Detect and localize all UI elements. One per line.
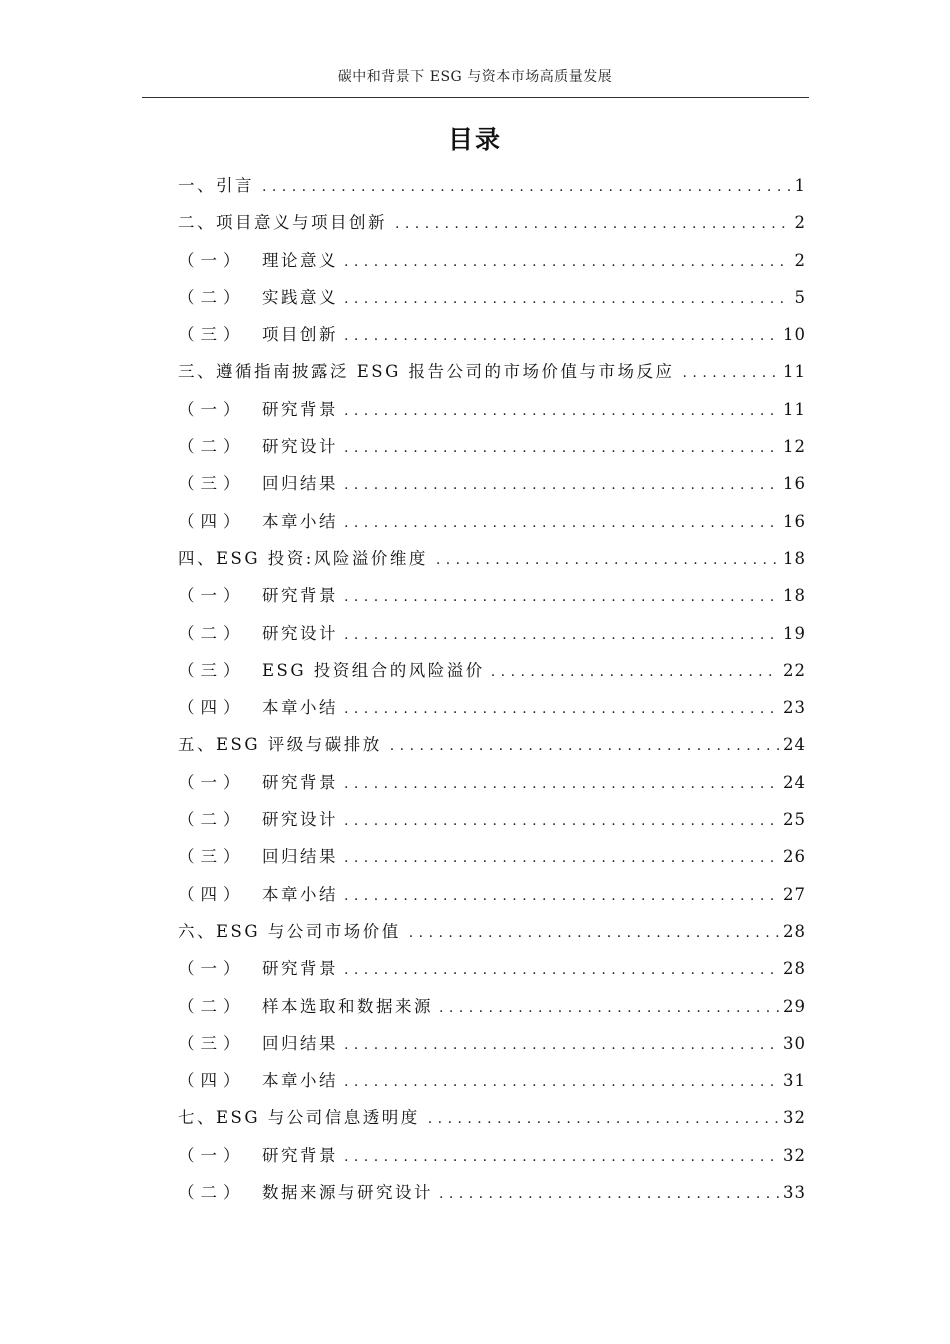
toc-entry-title: 六、ESG 与公司市场价值 (178, 921, 401, 941)
toc-entry-number: （一） (178, 586, 246, 606)
toc-page-number: 18 (783, 586, 806, 606)
toc-chapter-entry[interactable] (178, 358, 806, 395)
toc-dot-leader (344, 773, 779, 792)
toc-dot-leader (344, 1146, 779, 1165)
toc-section-entry[interactable] (178, 1030, 806, 1067)
toc-section-entry[interactable] (178, 694, 806, 731)
toc-dot-leader (439, 997, 779, 1016)
toc-chapter-entry[interactable] (178, 209, 806, 246)
toc-dot-leader (344, 885, 779, 904)
toc-entry-title: 研究设计 (262, 623, 338, 643)
toc-dot-leader (344, 959, 779, 978)
toc-entry-title: ESG 投资组合的风险溢价 (262, 660, 485, 680)
toc-entry-number: （一） (178, 399, 246, 419)
toc-dot-leader (344, 1071, 779, 1090)
toc-entry-number: （二） (178, 810, 246, 830)
toc-entry-title: 一、引言 (178, 176, 254, 195)
toc-dot-leader (344, 400, 779, 419)
toc-section-entry[interactable] (178, 1142, 806, 1179)
toc-entry-number: （二） (178, 287, 246, 307)
toc-page-number: 2 (794, 250, 806, 270)
toc-section-entry[interactable] (178, 284, 806, 321)
toc-page-number: 23 (783, 698, 806, 718)
toc-dot-leader (395, 213, 791, 232)
running-header: 碳中和背景下 ESG 与资本市场高质量发展 (337, 69, 613, 85)
toc-dot-leader (428, 1108, 779, 1127)
toc-page-number: 5 (794, 287, 806, 307)
toc-entry-title: 实践意义 (262, 287, 338, 307)
toc-entry-number: （三） (178, 660, 246, 680)
toc-section-entry[interactable] (178, 247, 806, 284)
toc-page-number: 19 (783, 623, 806, 643)
toc-entry-title: 研究背景 (262, 399, 338, 419)
toc-page-number: 30 (783, 1033, 806, 1053)
toc-section-entry[interactable] (178, 955, 806, 992)
toc-dot-leader (344, 325, 779, 344)
toc-dot-leader (344, 810, 779, 829)
toc-page-number: 16 (783, 474, 806, 494)
toc-page-number: 28 (783, 959, 806, 979)
toc-dot-leader (439, 1183, 779, 1202)
toc-page-number: 16 (783, 511, 806, 531)
toc-entry-title: 研究背景 (262, 1145, 338, 1165)
toc-entry-number: （四） (178, 884, 246, 904)
toc-entry-number: （一） (178, 959, 246, 979)
toc-entry-number: （二） (178, 623, 246, 643)
toc-page-number: 18 (783, 548, 806, 568)
toc-dot-leader (683, 362, 779, 381)
toc-dot-leader (344, 1034, 779, 1053)
toc-dot-leader (262, 176, 791, 195)
toc-page-number: 31 (783, 1071, 806, 1091)
toc-section-entry[interactable] (178, 321, 806, 358)
toc-title: 目录 (447, 125, 502, 154)
toc-entry-title: 研究设计 (262, 810, 338, 830)
toc-dot-leader (409, 922, 779, 941)
toc-page-number: 32 (783, 1145, 806, 1165)
toc-page-number: 25 (783, 810, 806, 830)
toc-entry-number: （三） (178, 474, 246, 494)
toc-entry-number: （一） (178, 772, 246, 792)
toc-page-number: 27 (783, 884, 806, 904)
toc-entry-number: （四） (178, 1071, 246, 1091)
toc-dot-leader (344, 288, 791, 307)
toc-entry-number: （三） (178, 325, 246, 345)
toc-page-number: 29 (783, 996, 806, 1016)
toc-page-number: 10 (783, 325, 806, 345)
toc-chapter-entry[interactable] (178, 1104, 806, 1141)
toc-entry-title: 研究设计 (262, 437, 338, 457)
toc-section-entry[interactable] (178, 508, 806, 545)
toc-dot-leader (344, 474, 779, 493)
toc-page-number: 33 (783, 1183, 806, 1203)
toc-chapter-entry[interactable] (178, 172, 806, 209)
toc-page-number: 28 (783, 921, 806, 941)
toc-chapter-entry[interactable] (178, 731, 806, 768)
toc-section-entry[interactable] (178, 1067, 806, 1104)
toc-entry-title: 本章小结 (262, 884, 338, 904)
toc-entry-number: （三） (178, 847, 246, 867)
toc-entry-title: 二、项目意义与项目创新 (178, 213, 387, 233)
toc-page-number: 26 (783, 847, 806, 867)
toc-page-number: 11 (783, 362, 806, 382)
toc-entry-title: 四、ESG 投资:风险溢价维度 (178, 548, 428, 568)
toc-entry-number: （二） (178, 1183, 246, 1203)
toc-page-number: 24 (783, 772, 806, 792)
toc-section-entry[interactable] (178, 806, 806, 843)
toc-page-number: 12 (783, 437, 806, 457)
toc-entry-number: （四） (178, 698, 246, 718)
toc-entry-title: 研究背景 (262, 772, 338, 792)
toc-dot-leader (344, 847, 779, 866)
toc-dot-leader (344, 698, 779, 717)
toc-entry-title: 三、遵循指南披露泛 ESG 报告公司的市场价值与市场反应 (178, 362, 675, 382)
toc-entry-title: 研究背景 (262, 586, 338, 606)
toc-entry-title: 七、ESG 与公司信息透明度 (178, 1108, 420, 1128)
toc-page-number: 2 (794, 213, 806, 233)
toc-dot-leader (436, 549, 779, 568)
toc-entry-number: （一） (178, 250, 246, 270)
toc-section-entry[interactable] (178, 993, 806, 1030)
toc-dot-leader (491, 661, 779, 680)
toc-entry-title: 样本选取和数据来源 (262, 996, 433, 1016)
toc-dot-leader (344, 586, 779, 605)
toc-page-number: 24 (783, 735, 806, 755)
toc-entry-title: 回归结果 (262, 474, 338, 494)
toc-entry-title: 回归结果 (262, 1033, 338, 1053)
toc-entry-title: 本章小结 (262, 1071, 338, 1091)
toc-dot-leader (344, 624, 779, 643)
toc-entry-number: （二） (178, 437, 246, 457)
toc-section-entry[interactable] (178, 396, 806, 433)
toc-section-entry[interactable] (178, 843, 806, 880)
toc-entry-number: （一） (178, 1145, 246, 1165)
toc-entry-number: （四） (178, 511, 246, 531)
toc-section-entry[interactable] (178, 657, 806, 694)
toc-dot-leader (344, 512, 779, 531)
toc-chapter-entry[interactable] (178, 545, 806, 582)
toc-section-entry[interactable] (178, 620, 806, 657)
toc-entry-number: （二） (178, 996, 246, 1016)
toc-page-number: 22 (783, 660, 806, 680)
header-divider (142, 97, 809, 98)
toc-section-entry[interactable] (178, 433, 806, 470)
table-of-contents (178, 172, 806, 1216)
toc-entry-title: 本章小结 (262, 511, 338, 531)
toc-entry-number: （三） (178, 1033, 246, 1053)
toc-dot-leader (344, 251, 791, 270)
toc-entry-title: 理论意义 (262, 250, 338, 270)
toc-page-number: 11 (783, 399, 806, 419)
toc-dot-leader (344, 437, 779, 456)
toc-section-entry[interactable] (178, 881, 806, 918)
toc-entry-title: 五、ESG 评级与碳排放 (178, 735, 382, 755)
toc-section-entry[interactable] (178, 769, 806, 806)
toc-entry-title: 项目创新 (262, 325, 338, 345)
toc-section-entry[interactable] (178, 1179, 806, 1216)
toc-chapter-entry[interactable] (178, 918, 806, 955)
toc-page-number: 32 (783, 1108, 806, 1128)
toc-dot-leader (390, 735, 779, 754)
toc-section-entry[interactable] (178, 582, 806, 619)
toc-page-number: 1 (794, 176, 806, 195)
toc-entry-title: 数据来源与研究设计 (262, 1183, 433, 1203)
toc-entry-title: 本章小结 (262, 698, 338, 718)
toc-section-entry[interactable] (178, 470, 806, 507)
toc-entry-title: 回归结果 (262, 847, 338, 867)
toc-entry-title: 研究背景 (262, 959, 338, 979)
